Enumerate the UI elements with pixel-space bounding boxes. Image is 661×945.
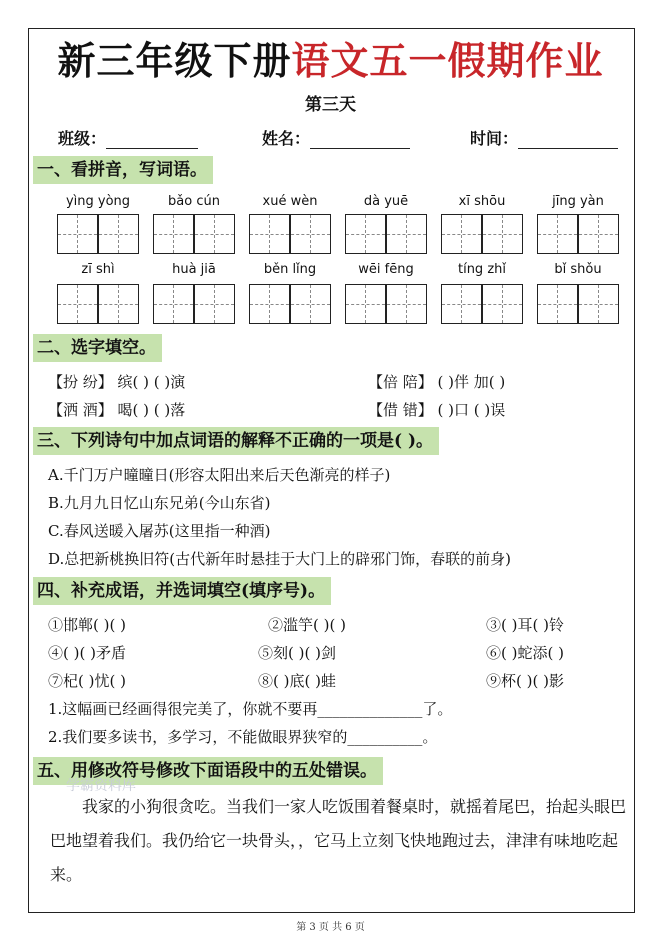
idiom-item: ①邯郸( )( )	[48, 616, 126, 634]
idiom-item: ④( )( )矛盾	[48, 644, 126, 662]
time-field: 时间：	[470, 126, 618, 149]
pinyin-label: yìng yòng	[65, 194, 131, 209]
pinyin-label: bǎo cún	[168, 194, 220, 209]
pinyin-label: bǐ shǒu	[554, 262, 602, 277]
section2-heading: 二、选字填空。	[33, 334, 162, 362]
section3-heading: 三、下列诗句中加点词语的解释不正确的一项是( )。	[33, 427, 439, 455]
choice-line: 【倍 陪】 ( )伴 加( )	[368, 373, 506, 391]
pinyin-label: xué wèn	[262, 194, 318, 209]
section5-heading: 五、用修改符号修改下面语段中的五处错误。	[33, 757, 383, 785]
pinyin-label: běn lǐng	[263, 262, 317, 277]
writing-box[interactable]	[249, 284, 331, 324]
option-c: C.春风送暖入屠苏(这里指一种酒)	[48, 522, 271, 540]
writing-box[interactable]	[249, 214, 331, 254]
idiom-item: ⑥( )蛇添( )	[486, 644, 564, 662]
idiom-item: ⑤刻( )( )剑	[258, 644, 336, 662]
idiom-item: ⑧( )底( )蛙	[258, 672, 336, 690]
pinyin-label: xī shōu	[458, 194, 506, 209]
title-red: 语文五一假期作业	[291, 38, 604, 83]
name-blank[interactable]	[310, 130, 410, 149]
idiom-item: ③( )耳( )铃	[486, 616, 564, 634]
writing-box[interactable]	[153, 214, 235, 254]
writing-box[interactable]	[153, 284, 235, 324]
writing-box[interactable]	[345, 214, 427, 254]
option-a: A.千门万户曈曈日(形容太阳出来后天色渐亮的样子)	[48, 466, 391, 484]
writing-box[interactable]	[537, 284, 619, 324]
choice-line: 【洒 酒】 喝( ) ( )落	[48, 401, 186, 419]
choice-line: 【借 错】 ( )口 ( )误	[368, 401, 506, 419]
error-paragraph: 我家的小狗很贪吃。当我们一家人吃饭围着餐桌时，就摇着尾巴，抬起头眼巴巴地望着我们。我仍给它一块骨头，，它马上立刻飞快地跑过去，津津有味地吃起来。	[50, 797, 627, 884]
idiom-item: ⑨杯( )( )影	[486, 672, 564, 690]
writing-box[interactable]	[57, 284, 139, 324]
section1-heading: 一、看拼音，写词语。	[33, 156, 213, 184]
pinyin-label: zī shì	[81, 262, 115, 277]
pinyin-label: dà yuē	[363, 194, 409, 209]
idiom-item: ⑦杞( )忧( )	[48, 672, 126, 690]
writing-box[interactable]	[57, 214, 139, 254]
class-field: 班级：	[58, 126, 198, 149]
time-blank[interactable]	[518, 130, 618, 149]
fill-sentence: 2.我们要多读书，多学习，不能做眼界狭窄的__________。	[48, 728, 438, 746]
name-field: 姓名：	[262, 126, 410, 149]
writing-box[interactable]	[441, 284, 523, 324]
page-footer: 第 3 页 共 6 页	[296, 922, 365, 933]
option-d: D.总把新桃换旧符(古代新年时悬挂于大门上的辟邪门饰，春联的前身)	[48, 550, 511, 568]
pinyin-label: jīng yàn	[552, 194, 604, 209]
idiom-item: ②滥竽( )( )	[268, 616, 346, 634]
writing-box[interactable]	[345, 284, 427, 324]
page-subtitle: 第三天	[305, 95, 356, 115]
writing-box[interactable]	[537, 214, 619, 254]
watermark: 学霸资料库	[66, 778, 136, 794]
page-title	[0, 36, 661, 86]
option-b: B.九月九日忆山东兄弟(今山东省)	[48, 494, 271, 512]
choice-line: 【扮 纷】 缤( ) ( )演	[48, 373, 186, 391]
pinyin-label: wēi fēng	[358, 262, 414, 277]
pinyin-label: huà jiā	[172, 262, 216, 277]
class-blank[interactable]	[106, 130, 198, 149]
section4-heading: 四、补充成语，并选词填空(填序号)。	[33, 577, 331, 605]
pinyin-label: tíng zhǐ	[457, 262, 506, 277]
fill-sentence: 1.这幅画已经画得很完美了，你就不要再______________了。	[48, 700, 453, 718]
title-black: 新三年级下册	[57, 38, 292, 83]
writing-box[interactable]	[441, 214, 523, 254]
